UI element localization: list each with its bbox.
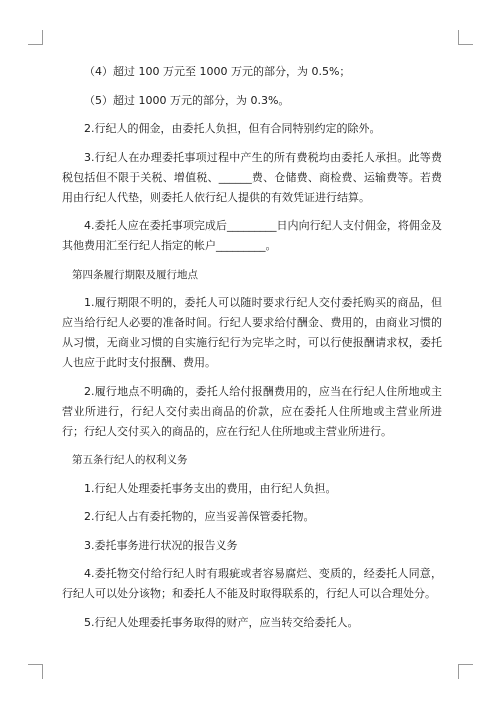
paragraph-property-transfer: 5.行纪人处理委托事务取得的财产，应当转交给委托人。 [84, 615, 359, 629]
paragraph-defective-goods: 4.委托物交付给行纪人时有瑕疵或者容易腐烂、变质的，经委托人同意，行纪人可以处分该物；和委托人不能及时取得联系的，行纪人可以合理处分。 [62, 567, 442, 600]
paragraph-safekeeping: 2.行纪人占有委托物的，应当妥善保管委托物。 [84, 510, 315, 523]
paragraph-payment-deadline: 4.委托人应在委托事项完成后_________日内向行纪人支付佣金，将佣金及其他费用汇至行纪人指定的帐户_________。 [62, 219, 442, 252]
paragraph-performance-place: 2.履行地点不明确的，委托人给付报酬费用的，应当在行纪人住所地或主营业所进行，行纪人交付卖出商品的价款，应在委托人住所地或主营业所进行；行纪人交付买入的商品的，应在行纪人住所地或主营业所进行。 [62, 384, 442, 438]
paragraph-taxes-fees: 3.行纪人在办理委托事项过程中产生的所有费税均由委托人承担。此等费税包括但不限于关税、增值税、______费、仓储费、商检费、运输费等。若费用由行纪人代垫，则委托人依行纪人提供的有效凭证进行结算。 [62, 150, 442, 204]
section-heading-article-4: 第四条履行期限及履行地点 [72, 268, 198, 281]
document-body [62, 62, 442, 641]
paragraph-reporting-duty: 3.委托事务进行状况的报告义务 [84, 538, 238, 552]
paragraph-fee-tier-5: （5）超过 1000 万元的部分，为 0.3%。 [84, 93, 290, 107]
section-heading-article-5: 第五条行纪人的权利义务 [72, 454, 188, 466]
paragraph-fee-tier-4: （4）超过 100 万元至 1000 万元的部分，为 0.5%； [84, 65, 351, 78]
crop-mark-bottom-left [28, 664, 43, 679]
paragraph-performance-period: 1.履行期限不明的，委托人可以随时要求行纪人交付委托购买的商品，但应当给行纪人必要的准备时间。行纪人要求给付酬金、费用的，由商业习惯的从习惯，无商业习惯的自实施行纪行为完毕之时，可以行使报酬请求权，委托人也应于此时支付报酬、费用。 [62, 296, 442, 369]
crop-mark-top-left [28, 30, 43, 45]
paragraph-expense-bearer: 1.行纪人处理委托事务支出的费用，由行纪人负担。 [84, 481, 337, 495]
crop-mark-bottom-right [458, 664, 473, 679]
paragraph-commission-bearer: 2.行纪人的佣金，由委托人负担，但有合同特别约定的除外。 [84, 122, 381, 135]
crop-mark-top-right [458, 30, 473, 45]
